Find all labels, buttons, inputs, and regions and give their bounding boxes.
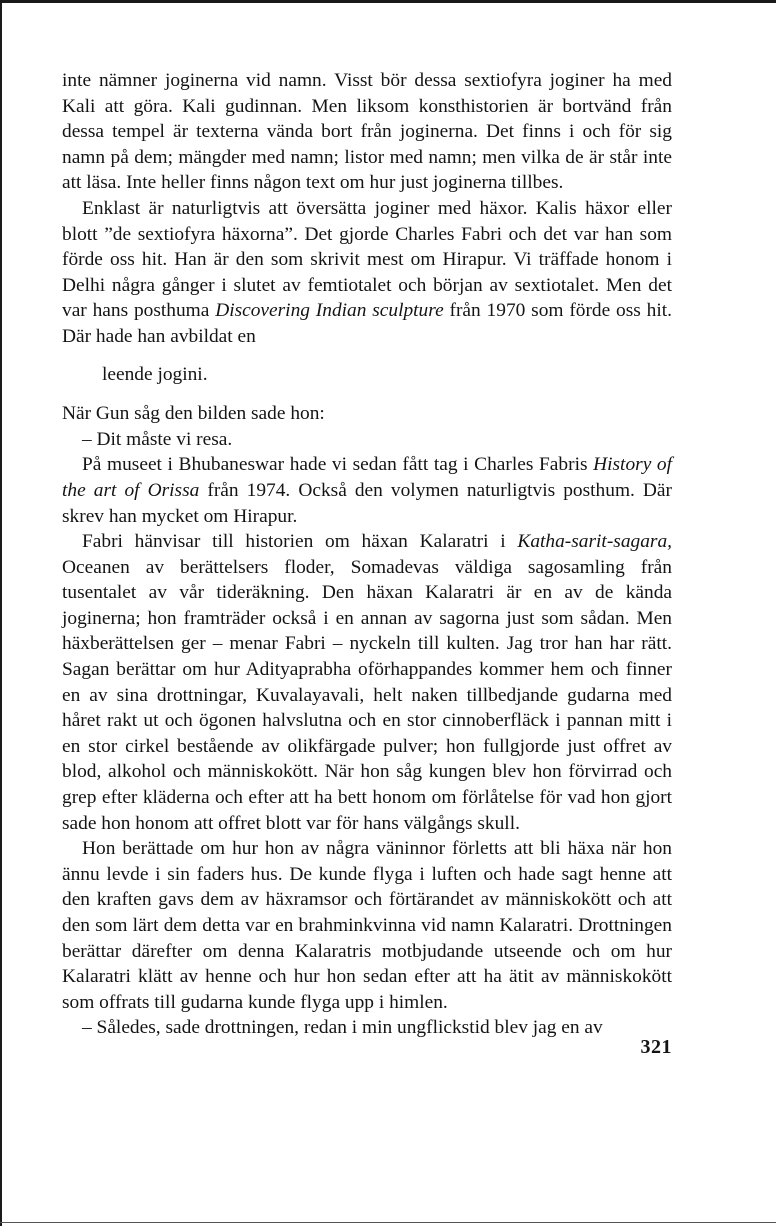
body-text: [62, 68, 672, 1041]
text-run: Oceanen av berättelsers floder, Somadevas väldiga sagosamling från tusentalet av vår tideräkning. Den häxan Kalaratri är en av de kända joginerna; hon framträder också i en annan av sagorna just som sådan. Men häxberättelsen ger – menar Fabri – nyckeln till kulten. Jag tror han har rätt. Sagan berättar om hur Adityaprabha oförhappandes kommer hem och finner en av sina drottningar, Kuvalayavali, helt naken tillbedjande gudarna med håret rakt ut och ögonen halvslutna och en stor cinnoberfläck i pannan mitt i en stor cirkel bestående av olikfärgade pulver; hon fullgjorde just offret av blod, alkohol och människokött. När hon såg kungen blev hon förvirrad och grep efter kläderna och efter att ha bett honom om förlåtelse för vad hon gjort sade hon honom att offret blott var för hans välgångs skull.: [62, 556, 672, 834]
page-frame-bottom-edge: [0, 1222, 776, 1223]
paragraph: [62, 196, 672, 350]
text-run: Hon berättade om hur hon av några väninnor förletts att bli häxa när hon ännu levde i sin faders hus. De kunde flyga i luften och hade sagt henne att den kraften gavs dem av häxramsor och förtärandet av människokött och att den som lärt dem detta var en brahminkvinna vid namn Kalaratri. Drottningen berättar därefter om denna Kalaratris motbjudande utseende och om hur Kalaratri klätt av henne och hur hon sedan efter att ha ätit av människokött som offrats till gudarna kunde flyga upp i himlen.: [62, 838, 672, 1013]
page-frame-top-edge: [0, 0, 776, 3]
paragraph: [62, 529, 672, 836]
paragraph: [62, 836, 672, 1015]
paragraph: [62, 1015, 672, 1041]
paragraph: [62, 452, 672, 529]
text-run: – Dit måste vi resa.: [82, 428, 233, 450]
paragraph: [62, 68, 672, 196]
book-title: History of the art of Orissa: [62, 454, 672, 501]
text-run: Fabri hänvisar till historien om häxan Kalaratri i: [82, 531, 518, 553]
text-run: inte nämner joginerna vid namn. Visst bör dessa sextiofyra joginer ha med Kali att göra. Kali gudinnan. Men liksom konsthistorien är bortvänd från dessa tempel är texterna vända bort från joginerna. Det finns i och för sig namn på dem; mängder med namn; listor med namn; men vilka de är står inte att läsa. Inte heller finns någon text om hur just joginerna tillbes.: [62, 70, 672, 194]
text-run: När Gun såg den bilden sade hon:: [62, 403, 325, 425]
paragraph: [62, 362, 672, 388]
text-run: På museet i Bhubaneswar hade vi sedan fått tag i Charles Fabris: [82, 454, 594, 476]
book-title: Discovering Indian sculpture: [215, 300, 444, 322]
text-run: leende jogini.: [102, 363, 208, 385]
text-run: från 1970 som förde oss hit. Där hade han avbildat en: [62, 300, 672, 347]
book-title: Katha-sarit-sagara,: [517, 531, 672, 553]
text-run: – Således, sade drottningen, redan i min ungflickstid blev jag en av: [82, 1017, 603, 1039]
page-frame-left-edge: [0, 0, 2, 1226]
text-run: från 1974. Också den volymen naturligtvis posthum. Där skrev han mycket om Hirapur.: [62, 479, 672, 527]
page-number: 321: [640, 1036, 672, 1058]
paragraph: [62, 427, 672, 453]
text-run: Enklast är naturligtvis att översätta joginer med häxor. Kalis häxor eller blott ”de sextiofyra häxorna”. Det gjorde Charles Fabri och det var han som förde oss hit. Han är den som skrivit mest om Hirapur. Vi träffade honom i Delhi några gånger i slutet av femtiotalet och början av sextiotalet. Men det var hans posthuma: [62, 197, 672, 322]
paragraph: [62, 401, 672, 427]
